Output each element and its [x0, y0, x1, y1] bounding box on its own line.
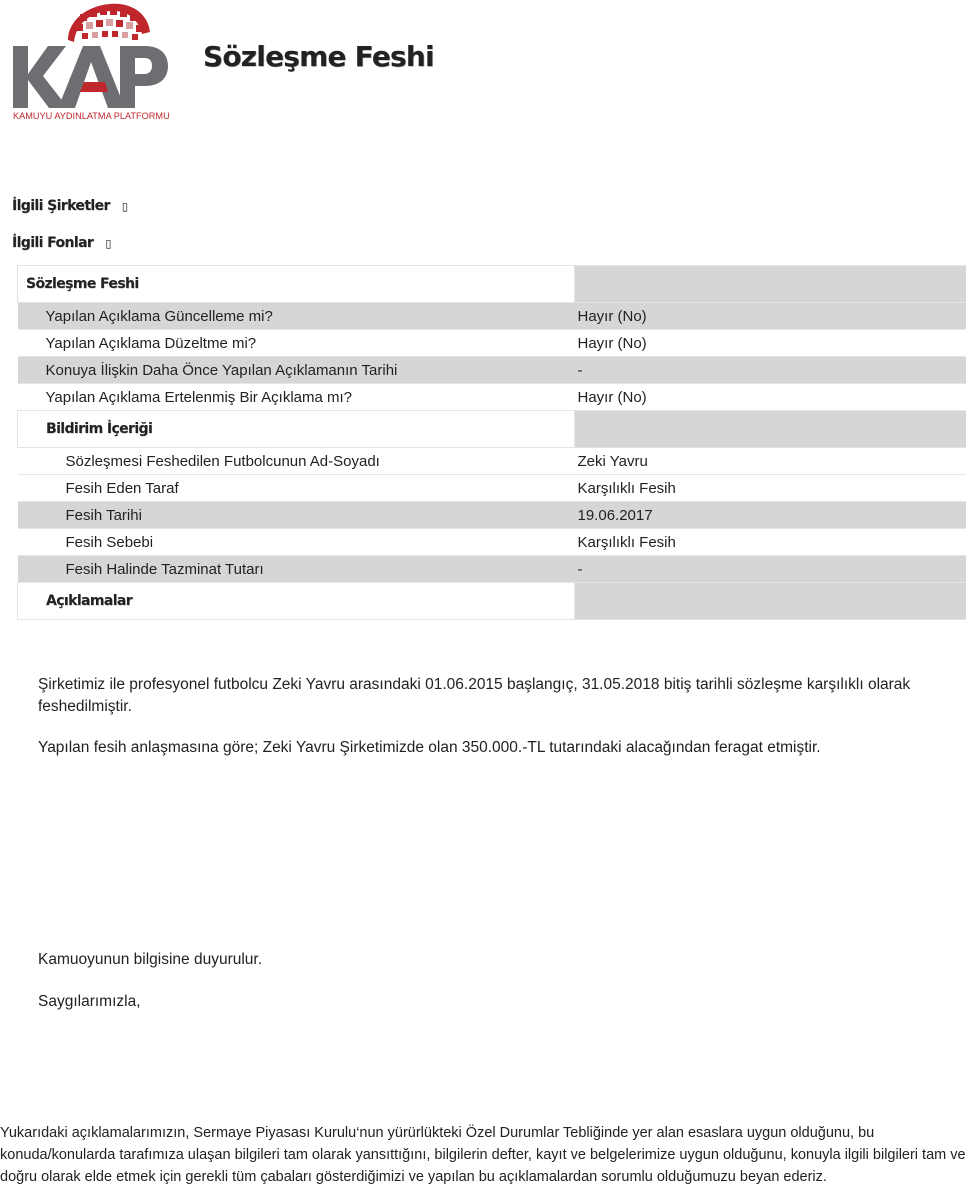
row-value: Karşılıklı Fesih: [575, 475, 966, 502]
closing-line: Saygılarımızla,: [38, 993, 141, 1010]
row-label: Yapılan Açıklama Güncelleme mi?: [18, 303, 575, 330]
table-row: [18, 475, 966, 502]
row-label: Sözleşmesi Feshedilen Futbolcunun Ad-Soyadı: [18, 448, 575, 475]
row-label: Fesih Eden Taraf: [18, 475, 575, 502]
related-companies-toggle[interactable]: [12, 198, 127, 214]
section-value-cell: [575, 583, 966, 620]
disclosure-table: [17, 265, 966, 620]
row-value: -: [575, 357, 966, 384]
table-row: [18, 303, 966, 330]
row-value: Zeki Yavru: [575, 448, 966, 475]
section-title: Sözleşme Feshi: [18, 266, 575, 303]
table-row: [18, 529, 966, 556]
table-row: [18, 502, 966, 529]
table-row: [18, 448, 966, 475]
table-row: [18, 357, 966, 384]
page-title: Sözleşme Feshi: [203, 40, 434, 73]
row-label: Fesih Halinde Tazminat Tutarı: [18, 556, 575, 583]
table-row: [18, 330, 966, 357]
kap-logo: [10, 2, 170, 122]
section-title: Bildirim İçeriği: [18, 411, 575, 448]
row-value: 19.06.2017: [575, 502, 966, 529]
related-companies-label: İlgili Şirketler: [12, 198, 110, 214]
row-value: -: [575, 556, 966, 583]
explanation-paragraph: Şirketimiz ile profesyonel futbolcu Zeki Yavru arasındaki 01.06.2015 başlangıç, 31.05.2018 bitiş tarihli sözleşme karşılıklı olarak feshedilmiştir.: [38, 676, 911, 715]
logo-subtitle: KAMUYU AYDINLATMA PLATFORMU: [13, 111, 170, 121]
related-funds-label: İlgili Fonlar: [12, 235, 94, 251]
row-label: Yapılan Açıklama Düzeltme mi?: [18, 330, 575, 357]
row-label: Fesih Sebebi: [18, 529, 575, 556]
explanation-paragraph: Yapılan fesih anlaşmasına göre; Zeki Yavru Şirketimizde olan 350.000.-TL tutarındaki alacağından feragat etmiştir.: [38, 739, 821, 756]
logo-letters: [13, 46, 168, 108]
logo-globe-icon: [68, 4, 150, 42]
section-value-cell: [575, 411, 966, 448]
row-label: Fesih Tarihi: [18, 502, 575, 529]
legal-disclaimer: Yukarıdaki açıklamalarımızın, Sermaye Piyasası Kurulu‘nun yürürlükteki Özel Durumlar Tebliğinde yer alan esaslara uygun olduğunu, bu konuda/konularda tarafımıza ulaşan bilgileri tam olarak yansıttığını, bilgilerin defter, kayıt ve belgelerimize uygun olduğunu, konuyla ilgili bilgileri tam ve doğru olarak elde etmek için gerekli tüm çabaları gösterdiğimizi ve yapılan bu açıklamalardan sorumlu olduğumuzu beyan ederiz.: [0, 1125, 966, 1185]
section-value-cell: [575, 266, 966, 303]
table-row: [18, 384, 966, 411]
row-label: Konuya İlişkin Daha Önce Yapılan Açıklamanın Tarihi: [18, 357, 575, 384]
caret-icon: ▯: [121, 200, 128, 213]
section-header-row: [18, 266, 966, 303]
row-value: Karşılıklı Fesih: [575, 529, 966, 556]
row-value: Hayır (No): [575, 303, 966, 330]
section-title: Açıklamalar: [18, 583, 575, 620]
caret-icon: ▯: [105, 237, 111, 250]
section-header-row: [18, 583, 966, 620]
row-value: Hayır (No): [575, 330, 966, 357]
announcement-line: Kamuoyunun bilgisine duyurulur.: [38, 951, 263, 968]
row-value: Hayır (No): [575, 384, 966, 411]
table-row: [18, 556, 966, 583]
row-label: Yapılan Açıklama Ertelenmiş Bir Açıklama mı?: [18, 384, 575, 411]
section-header-row: [18, 411, 966, 448]
related-funds-toggle[interactable]: [12, 235, 111, 251]
